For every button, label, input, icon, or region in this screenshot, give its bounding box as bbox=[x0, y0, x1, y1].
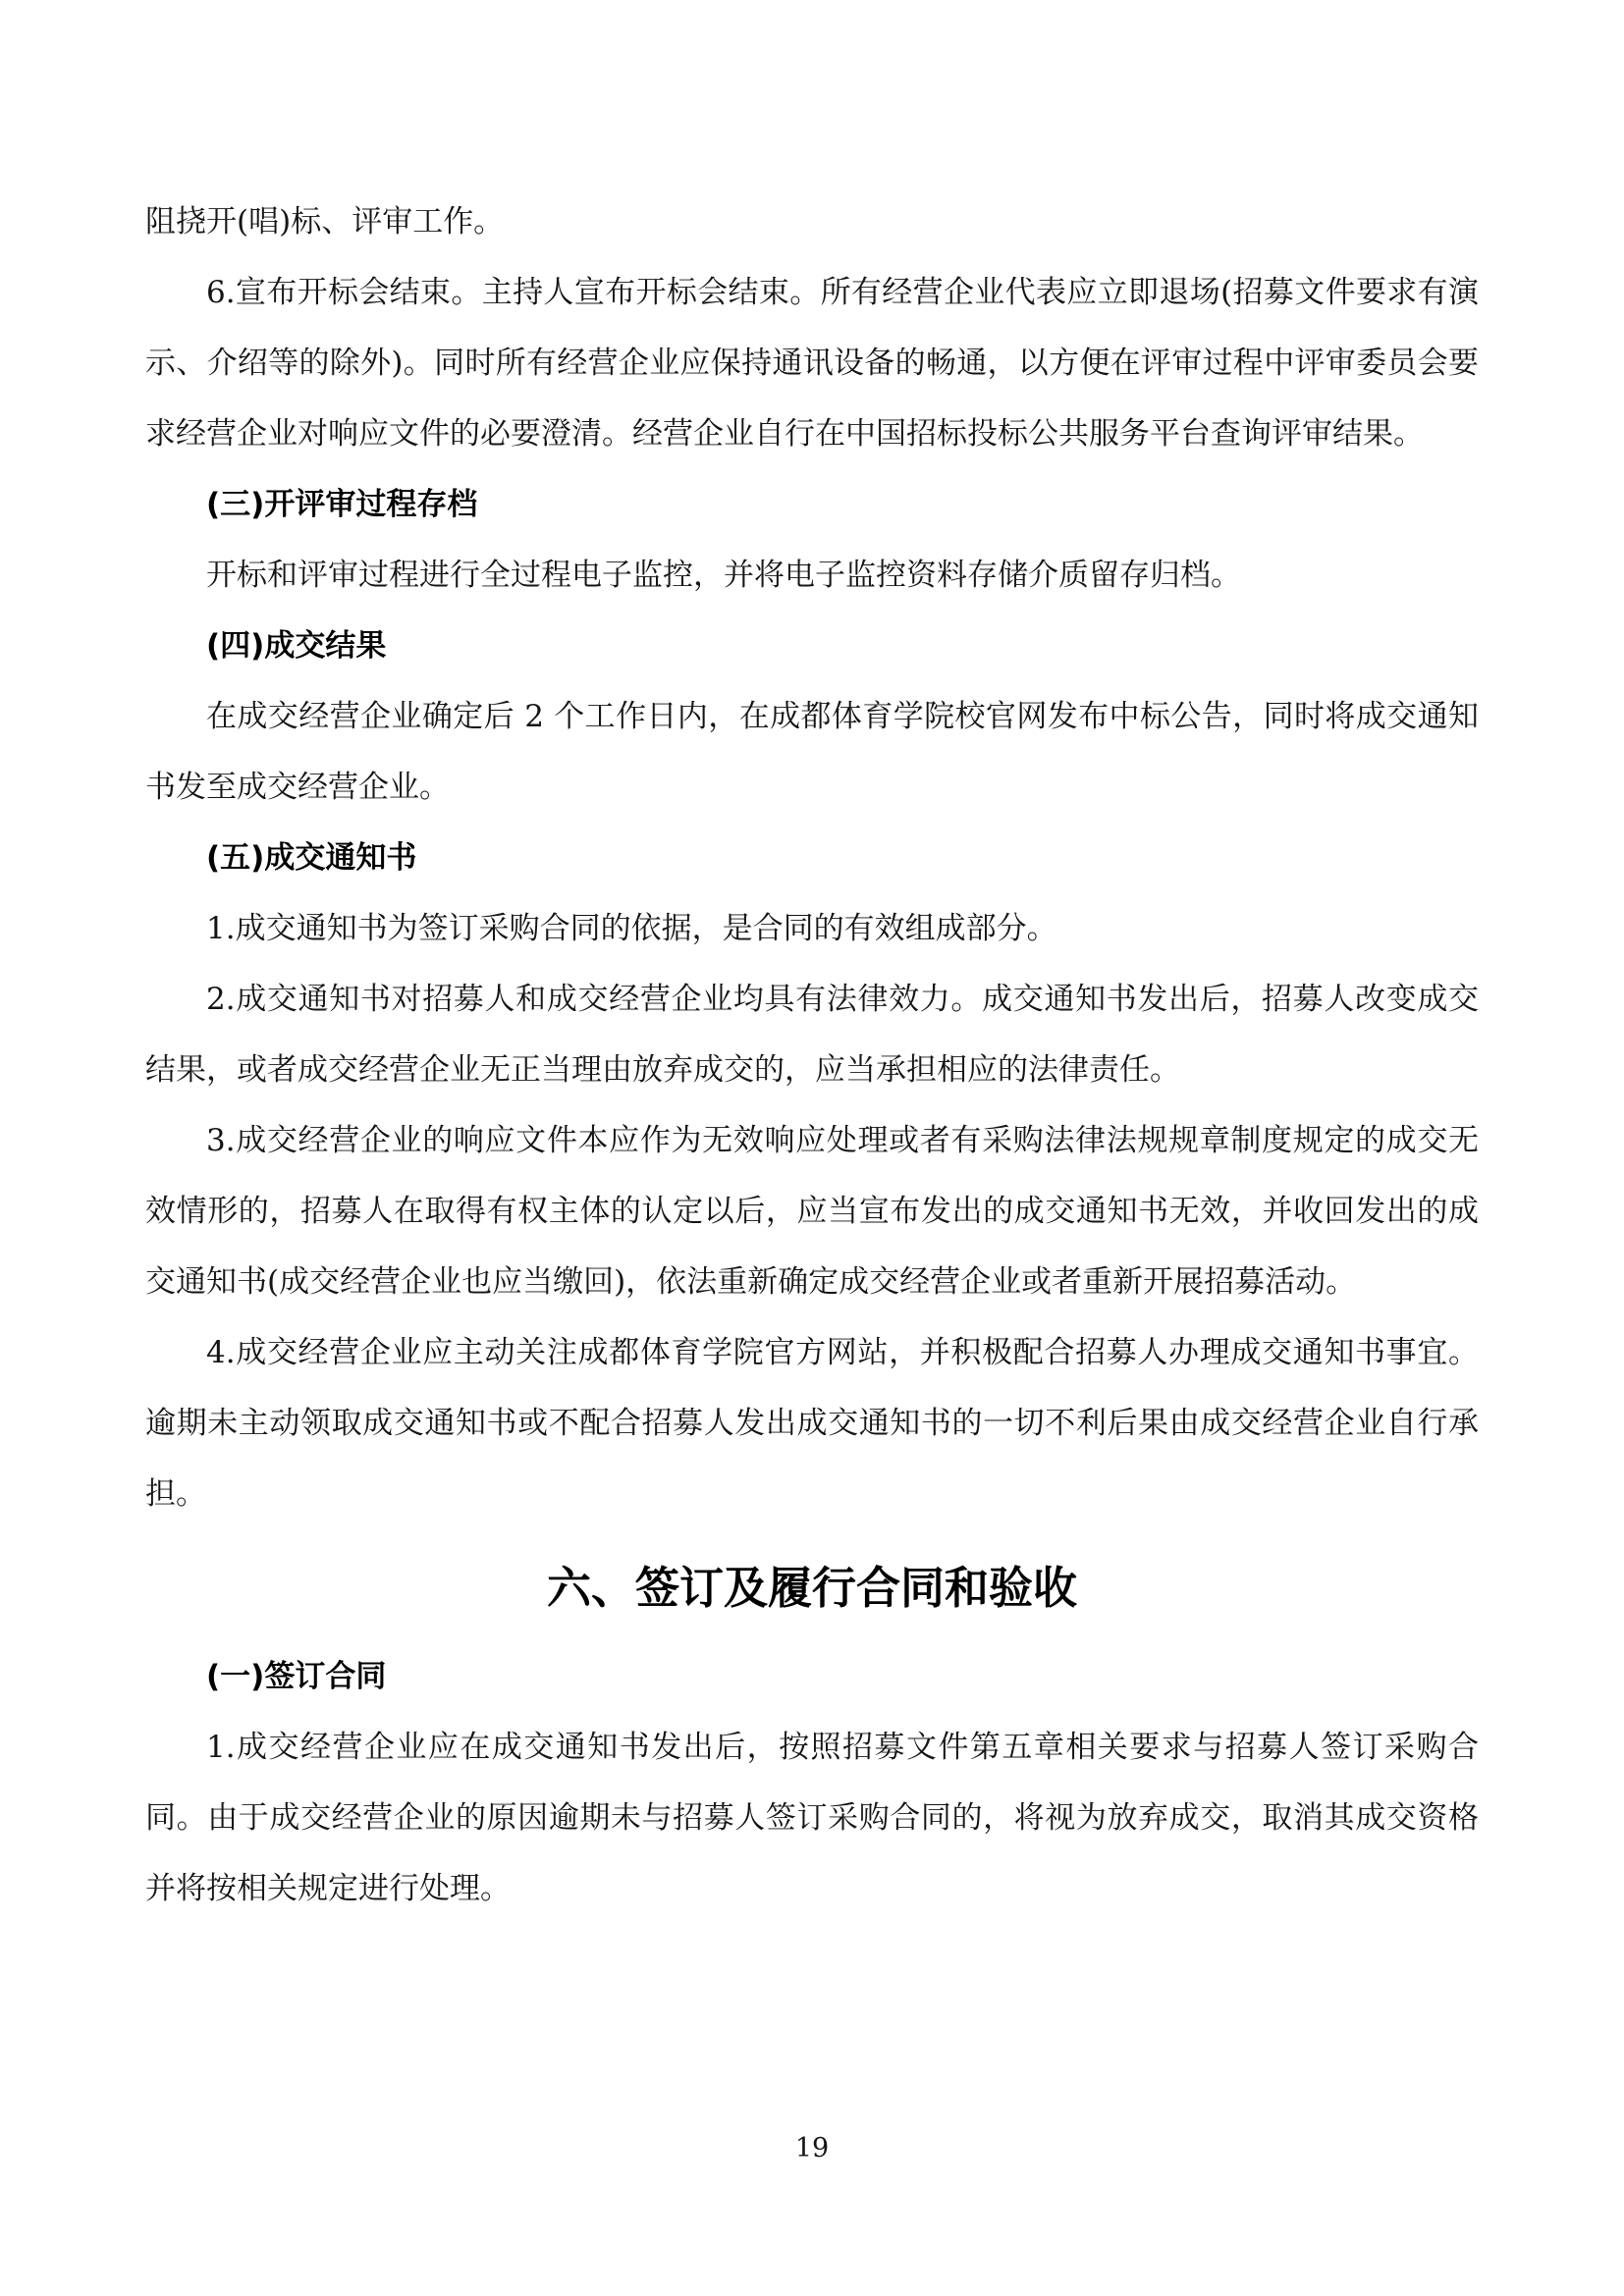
chapter-heading: 六、签订及履行合同和验收 bbox=[546, 1562, 1077, 1614]
section-heading: (三)开评审过程存档 bbox=[206, 487, 478, 522]
section-heading: (五)成交通知书 bbox=[206, 840, 417, 876]
section-heading: (四)成交结果 bbox=[206, 628, 387, 664]
paragraph-continuation: 阻挠开(唱)标、评审工作。 bbox=[145, 204, 505, 240]
paragraph: 4.成交经营企业应主动关注成都体育学院官方网站，并积极配合招募人办理成交通知书事宜。逾期未主动领取成交通知书或不配合招募人发出成交通知书的一切不利后果由成交经营企业自行承担。 bbox=[145, 1335, 1479, 1512]
paragraph: 3.成交经营企业的响应文件本应作为无效响应处理或者有采购法律法规规章制度规定的成交无效情形的，招募人在取得有权主体的认定以后，应当宣布发出的成交通知书无效，并收回发出的成交通知书(成交经营企业也应当缴回)，依法重新确定成交经营企业或者重新开展招募活动。 bbox=[145, 1123, 1479, 1300]
paragraph: 在成交经营企业确定后 2 个工作日内，在成都体育学院校官网发布中标公告，同时将成交通知书发至成交经营企业。 bbox=[145, 699, 1479, 805]
paragraph: 6.宣布开标会结束。主持人宣布开标会结束。所有经营企业代表应立即退场(招募文件要求有演示、介绍等的除外)。同时所有经营企业应保持通讯设备的畅通，以方便在评审过程中评审委员会要求经营企业对响应文件的必要澄清。经营企业自行在中国招标投标公共服务平台查询评审结果。 bbox=[145, 275, 1479, 452]
paragraph: 1.成交通知书为签订采购合同的依据，是合同的有效组成部分。 bbox=[206, 911, 1057, 946]
section-heading: (一)签订合同 bbox=[206, 1659, 387, 1694]
page-number: 19 bbox=[794, 2133, 830, 2163]
paragraph: 1.成交经营企业应在成交通知书发出后，按照招募文件第五章相关要求与招募人签订采购合同。由于成交经营企业的原因逾期未与招募人签订采购合同的，将视为放弃成交，取消其成交资格并将按相关规定进行处理。 bbox=[145, 1730, 1479, 1906]
page-content bbox=[145, 187, 1479, 1924]
paragraph: 开标和评审过程进行全过程电子监控，并将电子监控资料存储介质留存归档。 bbox=[206, 558, 1241, 593]
paragraph: 2.成交通知书对招募人和成交经营企业均具有法律效力。成交通知书发出后，招募人改变成交结果，或者成交经营企业无正当理由放弃成交的，应当承担相应的法律责任。 bbox=[145, 982, 1479, 1088]
